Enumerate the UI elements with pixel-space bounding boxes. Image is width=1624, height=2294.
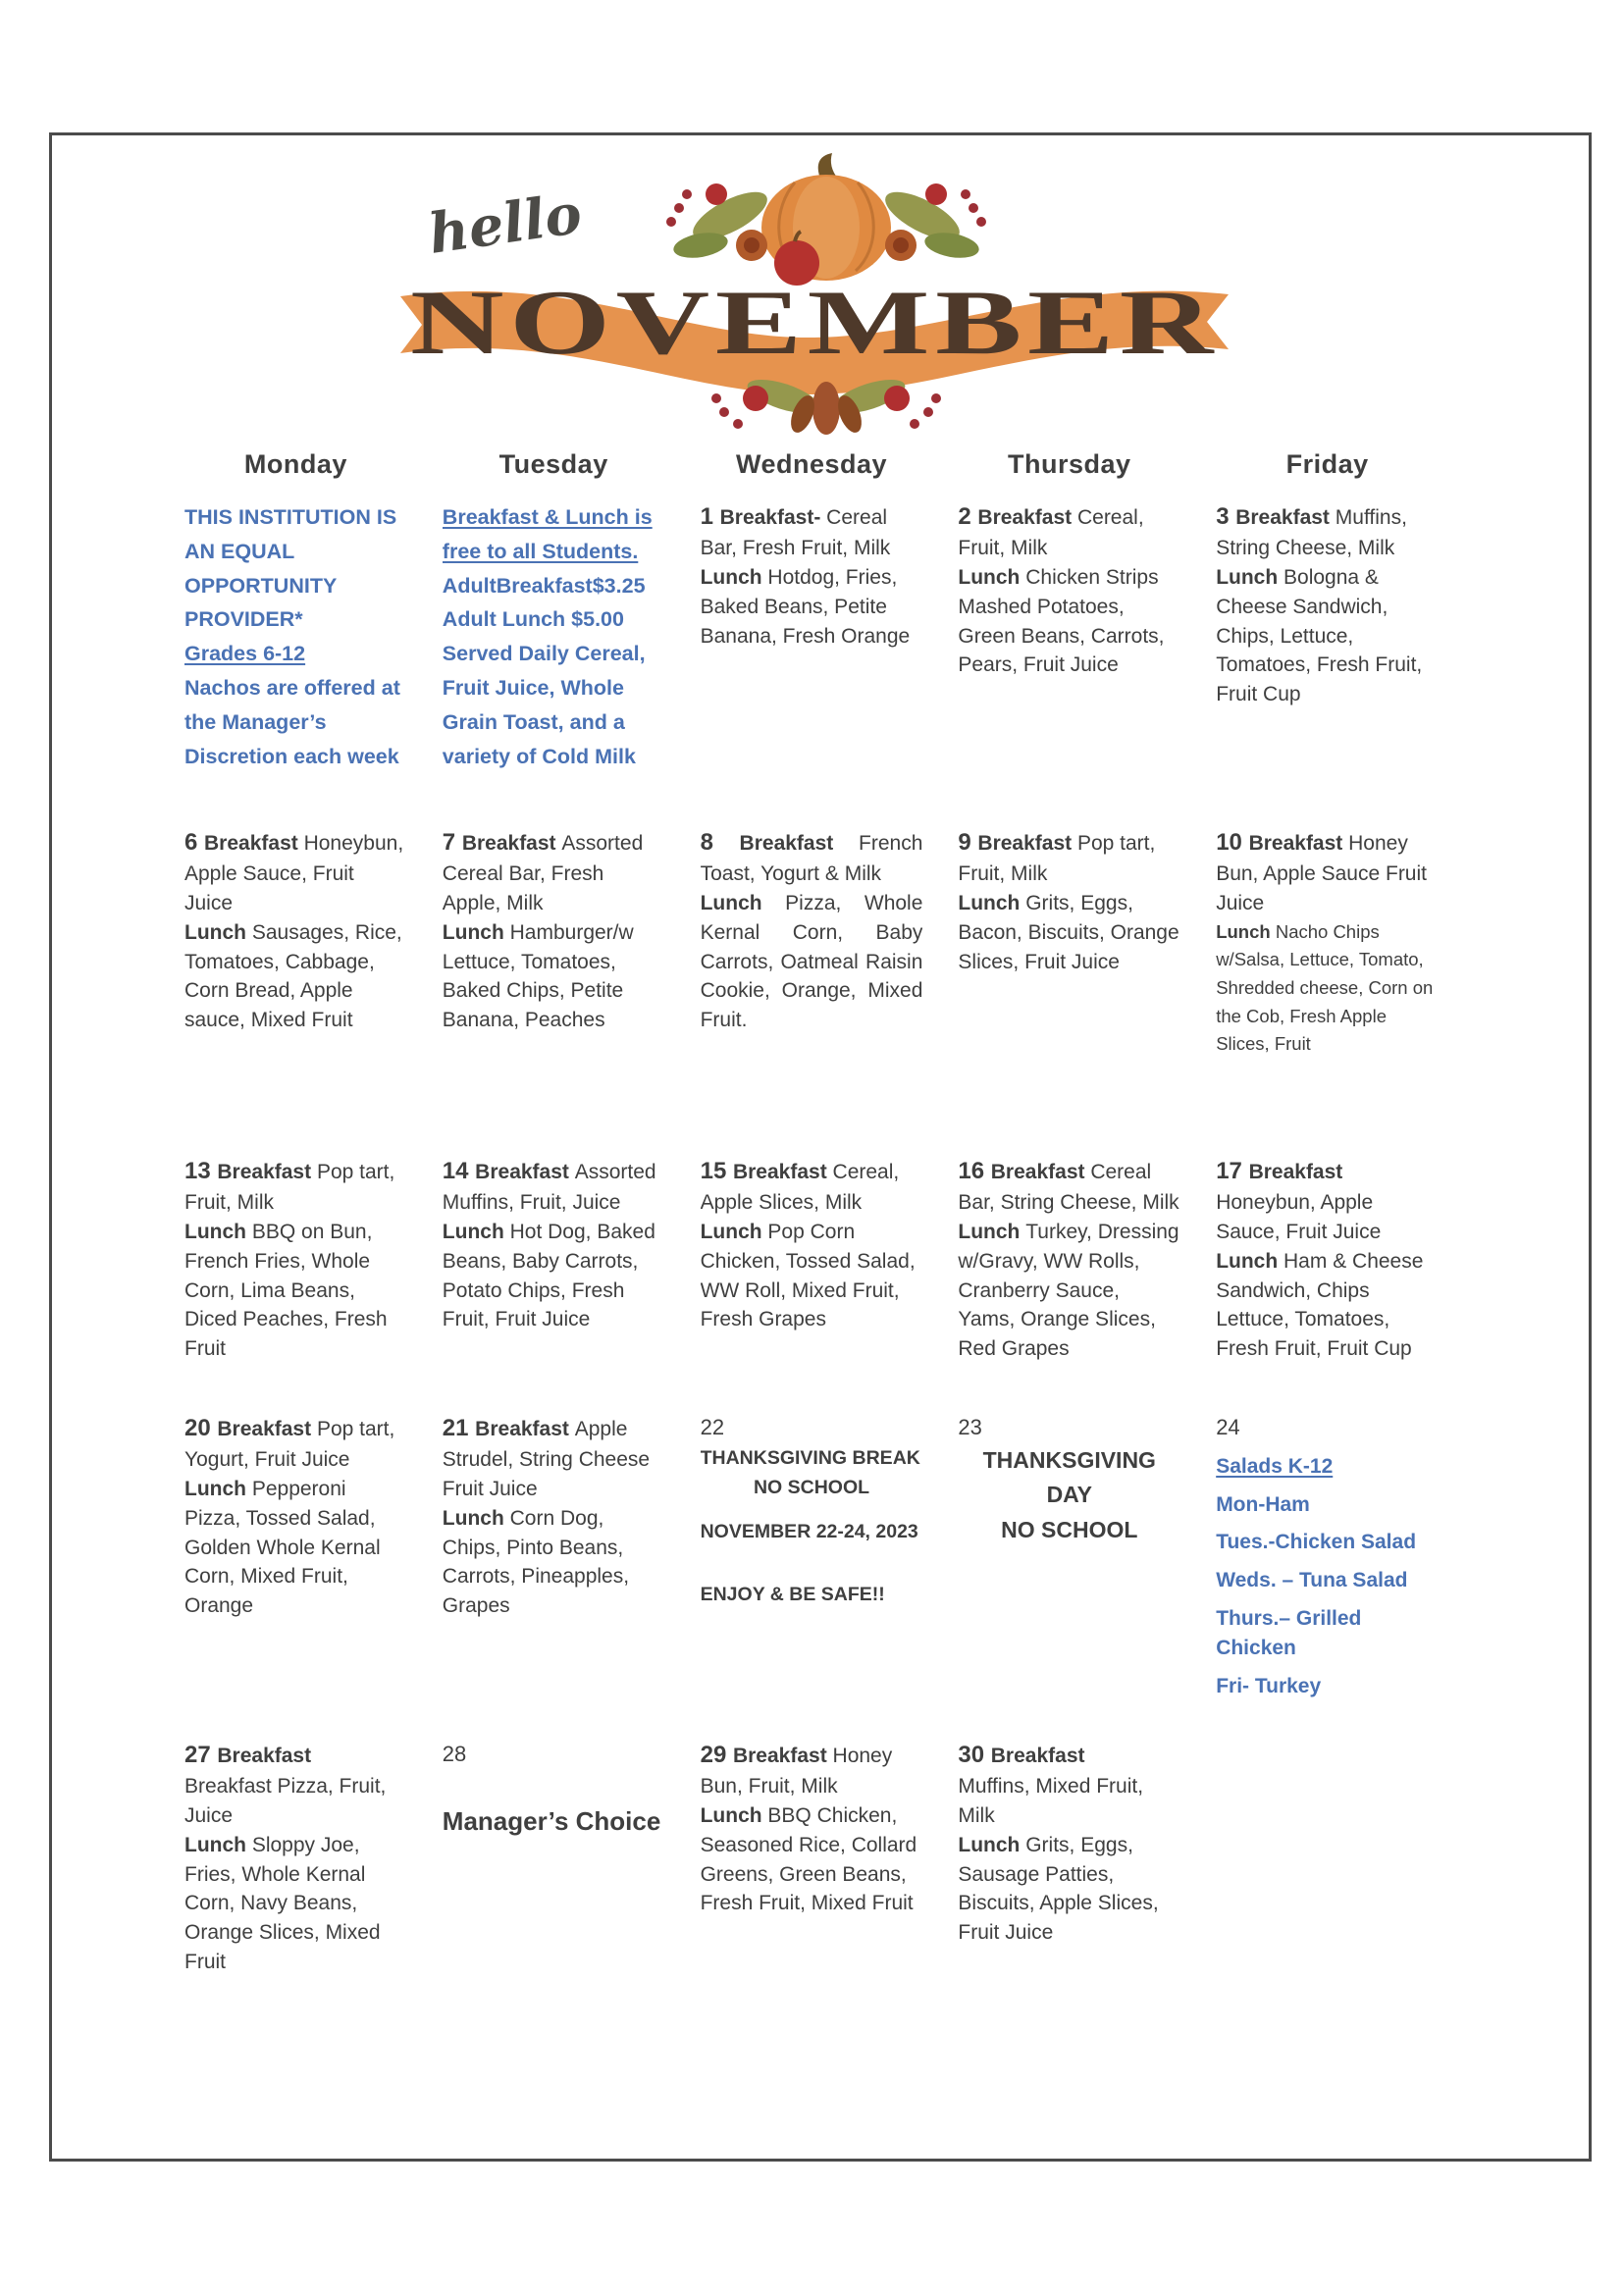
menu-text: 21 Breakfast Apple Strudel, String Cheese Fruit Juice <box>442 1415 651 1500</box>
menu-text: Mon-Ham <box>1216 1492 1310 1516</box>
menu-cell-w5-tuesday <box>443 1739 665 2013</box>
menu-text: Lunch Sausages, Rice, Tomatoes, Cabbage, Corn Bread, Apple sauce, Mixed Fruit <box>184 920 402 1032</box>
menu-text: 28 <box>442 1742 467 1766</box>
menu-text: Nachos are offered at the Manager’s Discretion each week <box>184 676 400 768</box>
menu-text: 8 Breakfast French Toast, Yogurt & Milk <box>700 829 923 886</box>
menu-text: 10 Breakfast Honey Bun, Apple Sauce Fruit Juice <box>1216 829 1427 914</box>
menu-cell-w2-friday <box>1216 826 1439 1155</box>
day-header-friday: Friday <box>1285 449 1369 479</box>
menu-text: 13 Breakfast Pop tart, Fruit, Milk <box>184 1158 395 1215</box>
menu-text: Lunch BBQ Chicken, Seasoned Rice, Collard Greens, Green Beans, Fresh Fruit, Mixed Fruit <box>700 1803 917 1915</box>
menu-text: 14 Breakfast Assorted Muffins, Fruit, Juice <box>442 1158 656 1215</box>
menu-text: 16 Breakfast Cereal Bar, String Cheese, Milk <box>958 1158 1179 1215</box>
menu-text: 3 Breakfast Muffins, String Cheese, Milk <box>1216 503 1407 560</box>
menu-cell-w2-wednesday <box>701 826 923 1155</box>
menu-text: 2 Breakfast Cereal, Fruit, Milk <box>958 503 1144 560</box>
floral-right <box>878 182 986 262</box>
menu-text: Lunch Grits, Eggs, Sausage Patties, Biscuits, Apple Slices, Fruit Juice <box>958 1833 1159 1945</box>
menu-text: Lunch Pop Corn Chicken, Tossed Salad, WW Roll, Mixed Fruit, Fresh Grapes <box>700 1220 916 1331</box>
menu-text: Tues.-Chicken Salad <box>1216 1531 1417 1554</box>
november-wordmark: NOVEMBER <box>410 272 1219 374</box>
menu-text: Manager’s Choice <box>442 1805 661 1836</box>
menu-text: Lunch Hamburger/w Lettuce, Tomatoes, Baked Chips, Petite Banana, Peaches <box>442 920 634 1032</box>
menu-cell-w1-friday <box>1216 500 1439 826</box>
menu-cell-w1-monday <box>184 500 407 826</box>
menu-text: Salads K-12 <box>1216 1454 1334 1478</box>
menu-cell-w5-monday <box>184 1739 407 2013</box>
menu-text: Weds. – Tuna Salad <box>1216 1569 1408 1592</box>
menu-text: Breakfast & Lunch is free to all Students. <box>442 505 653 563</box>
menu-text: Lunch Sloppy Joe, Fries, Whole Kernal Corn, Navy Beans, Orange Slices, Mixed Fruit <box>184 1833 381 1973</box>
calendar-grid <box>184 449 1439 2013</box>
menu-text: THIS INSTITUTION IS AN EQUAL OPPORTUNITY PROVIDER* <box>184 505 397 632</box>
menu-text: ENJOY & BE SAFE!! <box>700 1584 885 1606</box>
menu-text: 24 <box>1216 1415 1240 1439</box>
menu-cell-w2-monday <box>184 826 407 1155</box>
menu-cell-w3-wednesday <box>701 1155 923 1412</box>
menu-text: Lunch Nacho Chips w/Salsa, Lettuce, Tomato, Shredded cheese, Corn on the Cob, Fresh Apple Slices, Fruit <box>1216 920 1434 1055</box>
menu-text: Fri- Turkey <box>1216 1674 1322 1697</box>
menu-cell-w5-wednesday <box>701 1739 923 2013</box>
menu-cell-w5-friday <box>1216 1739 1439 2013</box>
day-header-tuesday: Tuesday <box>498 449 608 479</box>
pumpkin-icon <box>761 153 891 286</box>
menu-text: NO SCHOOL <box>753 1476 870 1498</box>
menu-text: Lunch Pizza, Whole Kernal Corn, Baby Carrots, Oatmeal Raisin Cookie, Orange, Mixed Fruit. <box>700 891 923 1032</box>
menu-text: Breakfast Pizza, Fruit, Juice <box>184 1775 387 1827</box>
menu-text: NO SCHOOL <box>1001 1517 1138 1543</box>
menu-text: 23 <box>958 1415 982 1439</box>
menu-text: Lunch BBQ on Bun, French Fries, Whole Corn, Lima Beans, Diced Peaches, Fresh Fruit <box>184 1220 388 1361</box>
menu-text: Lunch Chicken Strips Mashed Potatoes, Green Beans, Carrots, Pears, Fruit Juice <box>958 565 1165 677</box>
menu-text: 7 Breakfast Assorted Cereal Bar, Fresh Apple, Milk <box>442 829 644 914</box>
menu-text: THANKSGIVING DAY <box>982 1446 1156 1508</box>
menu-cell-w4-tuesday <box>443 1412 665 1739</box>
menu-text: Thurs.– Grilled Chicken <box>1216 1607 1362 1659</box>
menu-cell-w4-friday <box>1216 1412 1439 1739</box>
menu-cell-w3-friday <box>1216 1155 1439 1412</box>
menu-text: Lunch Bologna & Cheese Sandwich, Chips, Lettuce, Tomatoes, Fresh Fruit, Fruit Cup <box>1216 565 1423 706</box>
menu-text: 15 Breakfast Cereal, Apple Slices, Milk <box>700 1158 900 1215</box>
menu-text: Lunch Pepperoni Pizza, Tossed Salad, Golden Whole Kernal Corn, Mixed Fruit, Orange <box>184 1477 381 1618</box>
menu-cell-w2-thursday <box>958 826 1180 1155</box>
menu-text: 1 Breakfast- Cereal Bar, Fresh Fruit, Milk <box>700 503 891 560</box>
menu-text: Adult Lunch $5.00 <box>442 607 624 632</box>
menu-text: 6 Breakfast Honeybun, Apple Sauce, Fruit Juice <box>184 829 404 914</box>
menu-text: Lunch Corn Dog, Chips, Pinto Beans, Carrots, Pineapples, Grapes <box>442 1506 630 1618</box>
day-header-wednesday: Wednesday <box>735 449 888 479</box>
menu-cell-w4-wednesday <box>701 1412 923 1739</box>
menu-text: AdultBreakfast$3.25 <box>442 573 646 598</box>
menu-text: Lunch Grits, Eggs, Bacon, Biscuits, Orange Slices, Fruit Juice <box>958 891 1179 973</box>
menu-text: 30 Breakfast <box>958 1742 1085 1768</box>
menu-cell-w2-tuesday <box>443 826 665 1155</box>
menu-text: 27 Breakfast <box>184 1742 312 1768</box>
floral-left <box>666 182 774 262</box>
day-header-monday: Monday <box>243 449 347 479</box>
menu-cell-w4-thursday <box>958 1412 1180 1739</box>
menu-text: Lunch Ham & Cheese Sandwich, Chips Lettuce, Tomatoes, Fresh Fruit, Fruit Cup <box>1216 1249 1424 1361</box>
menu-text: 9 Breakfast Pop tart, Fruit, Milk <box>958 829 1156 886</box>
menu-text: Lunch Turkey, Dressing w/Gravy, WW Rolls, Cranberry Sauce, Yams, Orange Slices, Red Grapes <box>958 1220 1179 1361</box>
menu-cell-w5-thursday <box>958 1739 1180 2013</box>
menu-cell-w4-monday <box>184 1412 407 1739</box>
menu-cell-w1-thursday <box>958 500 1180 826</box>
menu-cell-w3-monday <box>184 1155 407 1412</box>
header-art <box>393 151 1236 438</box>
menu-cell-w3-tuesday <box>443 1155 665 1412</box>
menu-text: Served Daily Cereal, Fruit Juice, Whole Grain Toast, and a variety of Cold Milk <box>442 642 646 768</box>
menu-text: Grades 6-12 <box>184 642 306 666</box>
menu-text: Lunch Hot Dog, Baked Beans, Baby Carrots, Potato Chips, Fresh Fruit, Fruit Juice <box>442 1220 655 1331</box>
menu-text: 17 Breakfast Honeybun, Apple Sauce, Fruit Juice <box>1216 1158 1382 1243</box>
menu-text: NOVEMBER 22-24, 2023 <box>700 1521 918 1543</box>
menu-text: Muffins, Mixed Fruit, Milk <box>958 1775 1144 1827</box>
page-border-frame <box>49 132 1592 2162</box>
hello-script: hello <box>424 181 586 267</box>
menu-text: 22 <box>700 1415 725 1439</box>
menu-cell-w1-tuesday <box>443 500 665 826</box>
menu-cell-w3-thursday <box>958 1155 1180 1412</box>
menu-text: THANKSGIVING BREAK <box>700 1446 920 1469</box>
menu-cell-w1-wednesday <box>701 500 923 826</box>
menu-text: 20 Breakfast Pop tart, Yogurt, Fruit Juice <box>184 1415 395 1472</box>
menu-text: Lunch Hotdog, Fries, Baked Beans, Petite Banana, Fresh Orange <box>700 565 911 648</box>
day-header-thursday: Thursday <box>1008 449 1131 479</box>
menu-text: 29 Breakfast Honey Bun, Fruit, Milk <box>700 1742 893 1799</box>
